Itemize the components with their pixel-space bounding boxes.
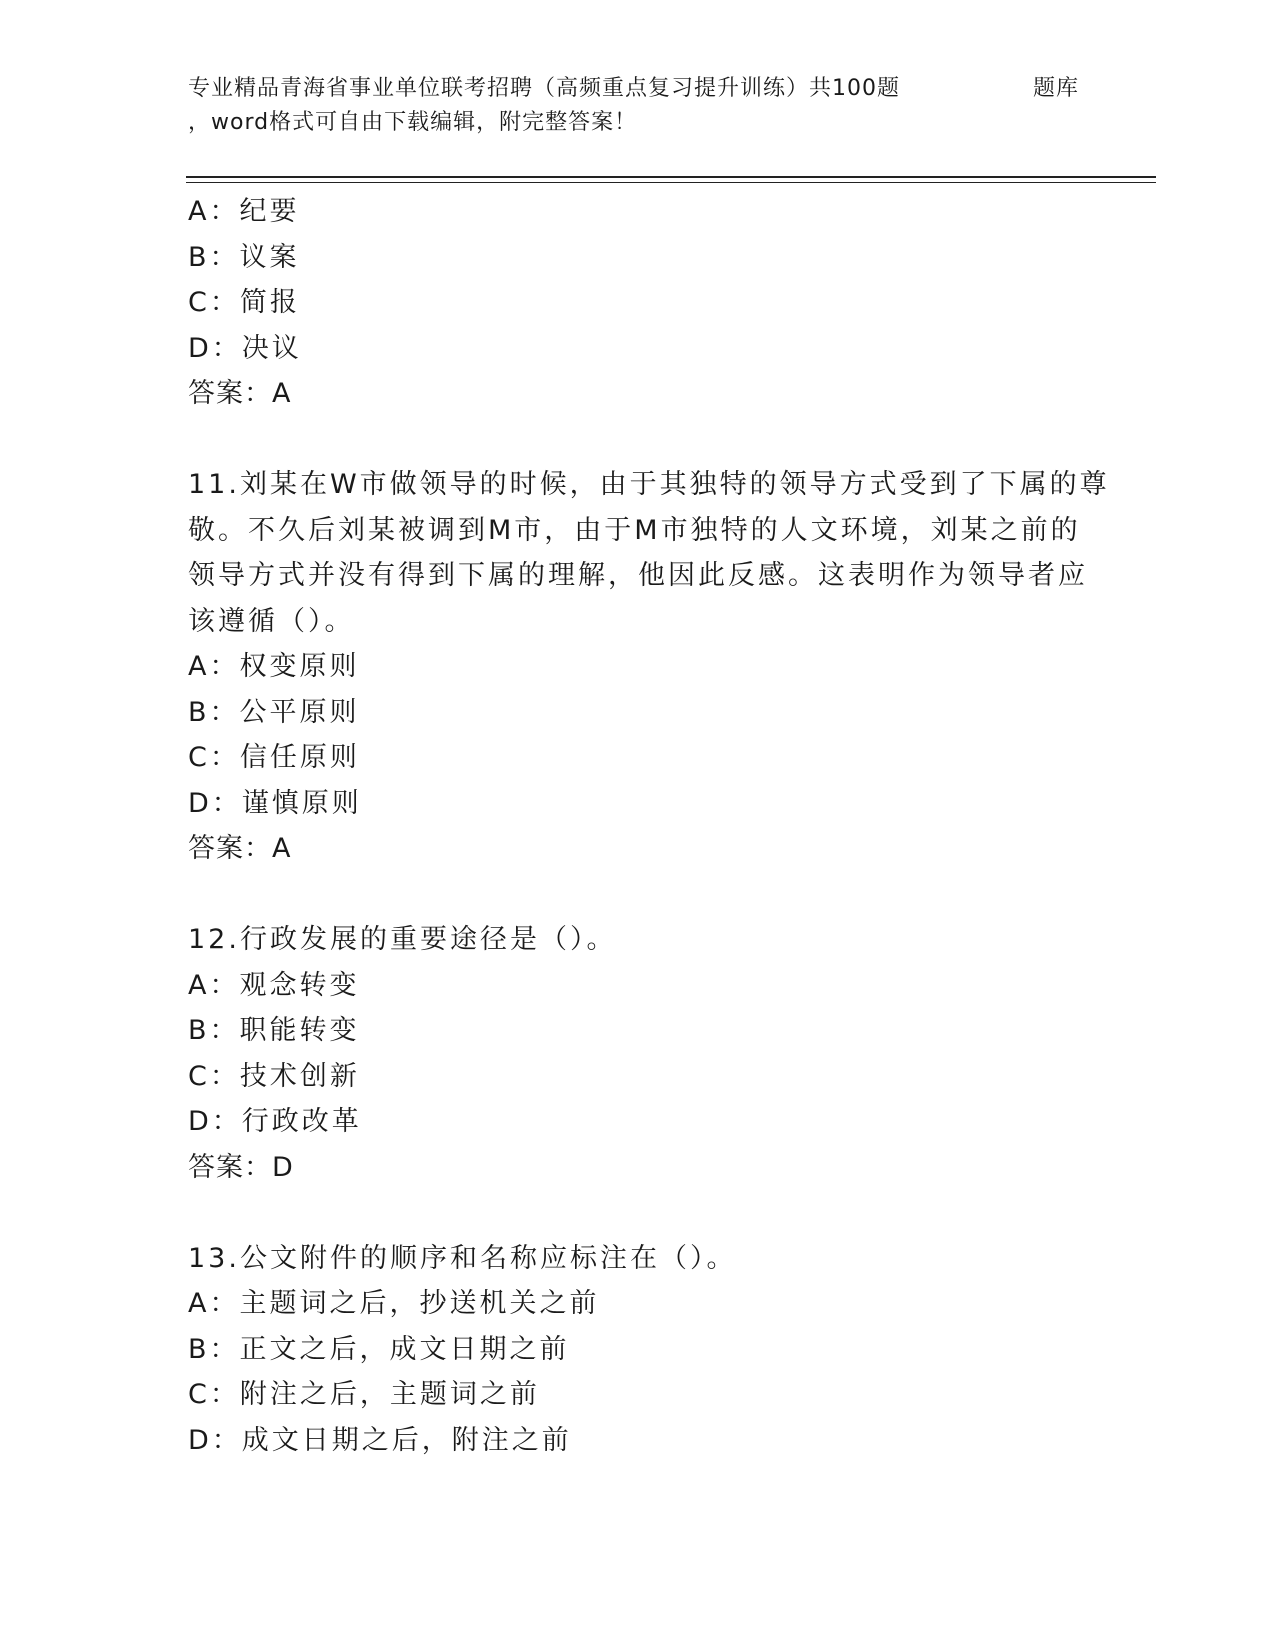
option-d: D：决议 [188, 332, 302, 364]
question-stem: 11.刘某在W市做领导的时候，由于其独特的领导方式受到了下属的尊 [188, 469, 1110, 500]
header-title-line-2: ，word格式可自由下载编辑，附完整答案！ [188, 110, 638, 135]
question-stem: 该遵循（）。 [188, 605, 355, 637]
option-a: A：主题词之后，抄送机关之前 [188, 1288, 600, 1319]
header-title: 专业精品青海省事业单位联考招聘（高频重点复习提升训练）共100题 [188, 76, 900, 101]
header-title-line-1 [188, 72, 1088, 106]
question-11 [188, 462, 1110, 872]
option-b: B：职能转变 [188, 1015, 360, 1046]
answer-line: 答案：A [188, 833, 292, 864]
document-header [188, 72, 1088, 140]
header-divider-thick [186, 176, 1156, 178]
question-stem: 12.行政发展的重要途径是（）。 [188, 924, 617, 955]
question-stem: 敬。不久后刘某被调到M市，由于M市独特的人文环境，刘某之前的 [188, 514, 1081, 546]
option-c: C：附注之后，主题词之前 [188, 1379, 540, 1410]
option-d: D：行政改革 [188, 1106, 362, 1137]
option-c: C：简报 [188, 287, 300, 318]
document-body [188, 189, 1110, 1463]
option-c: C：技术创新 [188, 1060, 360, 1092]
answer-line: 答案：D [188, 1151, 294, 1183]
option-b: B：正文之后，成文日期之前 [188, 1333, 570, 1365]
option-a: A：观念转变 [188, 969, 360, 1001]
option-d: D：成文日期之后，附注之前 [188, 1424, 572, 1456]
question-stem: 13.公文附件的顺序和名称应标注在（）。 [188, 1242, 737, 1274]
option-b: B：公平原则 [188, 696, 360, 728]
question-stem: 领导方式并没有得到下属的理解，他因此反感。这表明作为领导者应 [188, 560, 1088, 591]
option-c: C：信任原则 [188, 742, 360, 773]
question-13 [188, 1236, 1088, 1464]
header-tag: 题库 [1033, 76, 1080, 101]
question-12 [188, 917, 1088, 1190]
answer-line: 答案：A [188, 378, 292, 409]
header-divider-thin [186, 182, 1156, 183]
option-d: D：谨慎原则 [188, 787, 362, 819]
option-a: A：权变原则 [188, 651, 360, 682]
option-a: A：纪要 [188, 196, 300, 227]
option-b: B：议案 [188, 241, 300, 273]
